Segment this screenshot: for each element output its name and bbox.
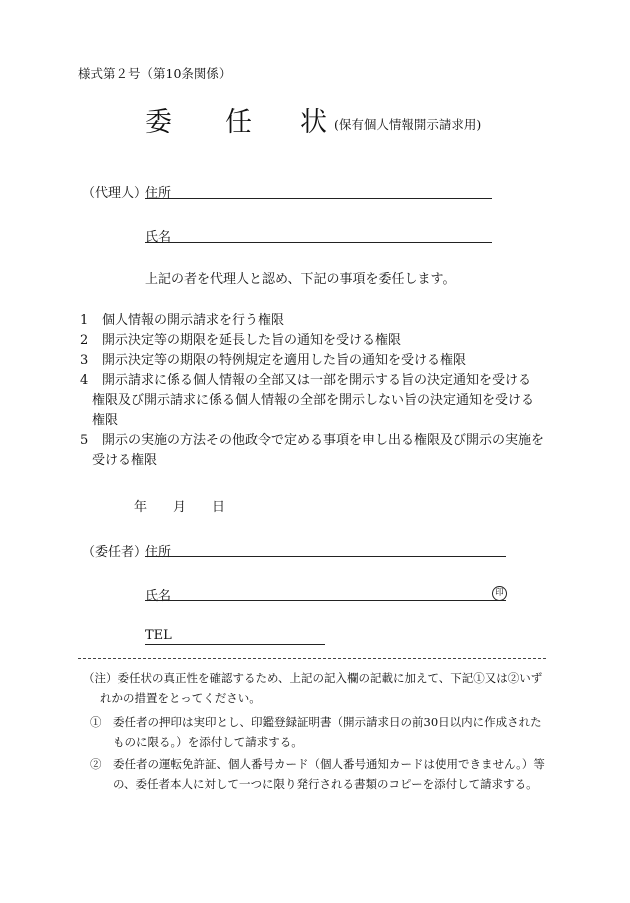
list-item [80, 371, 531, 391]
title-subtitle: (保有個人情報開示請求用) [334, 117, 482, 132]
note-option-2: ② 委任者の運転免許証、個人番号カード（個人番号通知カードは使用できません。）等 [90, 757, 545, 771]
tel-label: TEL [145, 628, 172, 643]
date-day-label: 日 [212, 500, 226, 515]
item-text: 開示の実施の方法その他政令で定める事項を申し出る権限及び開示の実施を [102, 433, 545, 448]
note-line: （注）委任状の真正性を確認するため、上記の記入欄の記載に加えて、下記①又は②いず [83, 671, 543, 685]
list-item [80, 351, 466, 371]
note-option-1-continued: ものに限る。）を添付して請求する。 [113, 735, 303, 749]
item-text-continued: 権限及び開示請求に係る個人情報の全部を開示しない旨の決定通知を受ける [92, 393, 535, 408]
date-year-label: 年 [134, 500, 148, 515]
title-char-3: 状 [300, 107, 327, 138]
principal-name-label: 氏名 [145, 589, 172, 604]
list-item [80, 311, 284, 331]
delegation-statement: 上記の者を代理人と認め、下記の事項を委任します。 [145, 272, 456, 287]
item-number: 1 [80, 313, 89, 328]
item-number: 2 [80, 333, 89, 348]
document-title [145, 100, 327, 139]
title-char-1: 委 [145, 107, 172, 138]
list-item [80, 431, 544, 451]
principal-name-field[interactable] [145, 600, 506, 601]
seal-mark-icon: 印 [492, 586, 507, 601]
item-text: 開示決定等の期限を延長した旨の通知を受ける権限 [102, 333, 402, 348]
item-number: 5 [80, 433, 89, 448]
item-text: 開示請求に係る個人情報の全部又は一部を開示する旨の決定通知を受ける [102, 373, 532, 388]
item-text-continued: 権限 [92, 413, 119, 428]
item-text: 開示決定等の期限の特例規定を適用した旨の通知を受ける権限 [102, 353, 467, 368]
tel-field[interactable] [145, 644, 325, 645]
principal-address-label: 住所 [145, 545, 172, 560]
note-line: れかの措置をとってください。 [100, 691, 261, 705]
principal-role-label: （委任者） [82, 545, 148, 560]
agent-address-label: 住所 [145, 186, 172, 201]
cut-line-divider [78, 658, 546, 659]
agent-name-field[interactable] [145, 242, 492, 243]
form-number: 様式第２号（第10条関係） [78, 66, 232, 81]
title-char-2: 任 [225, 107, 252, 138]
list-item [80, 331, 401, 351]
agent-role-label: （代理人） [82, 186, 148, 201]
note-option-2-continued: の、委任者本人に対して一つに限り発行される書類のコピーを添付して請求する。 [113, 777, 538, 791]
item-text: 個人情報の開示請求を行う権限 [102, 313, 285, 328]
item-number: 4 [80, 373, 89, 388]
item-number: 3 [80, 353, 89, 368]
note-option-1: ① 委任者の押印は実印とし、印鑑登録証明書（開示請求日の前30日以内に作成された [90, 715, 542, 729]
item-text-continued: 受ける権限 [92, 453, 158, 468]
principal-address-field[interactable] [145, 556, 506, 557]
date-month-label: 月 [173, 500, 187, 515]
agent-name-label: 氏名 [145, 230, 172, 245]
agent-address-field[interactable] [145, 198, 492, 199]
